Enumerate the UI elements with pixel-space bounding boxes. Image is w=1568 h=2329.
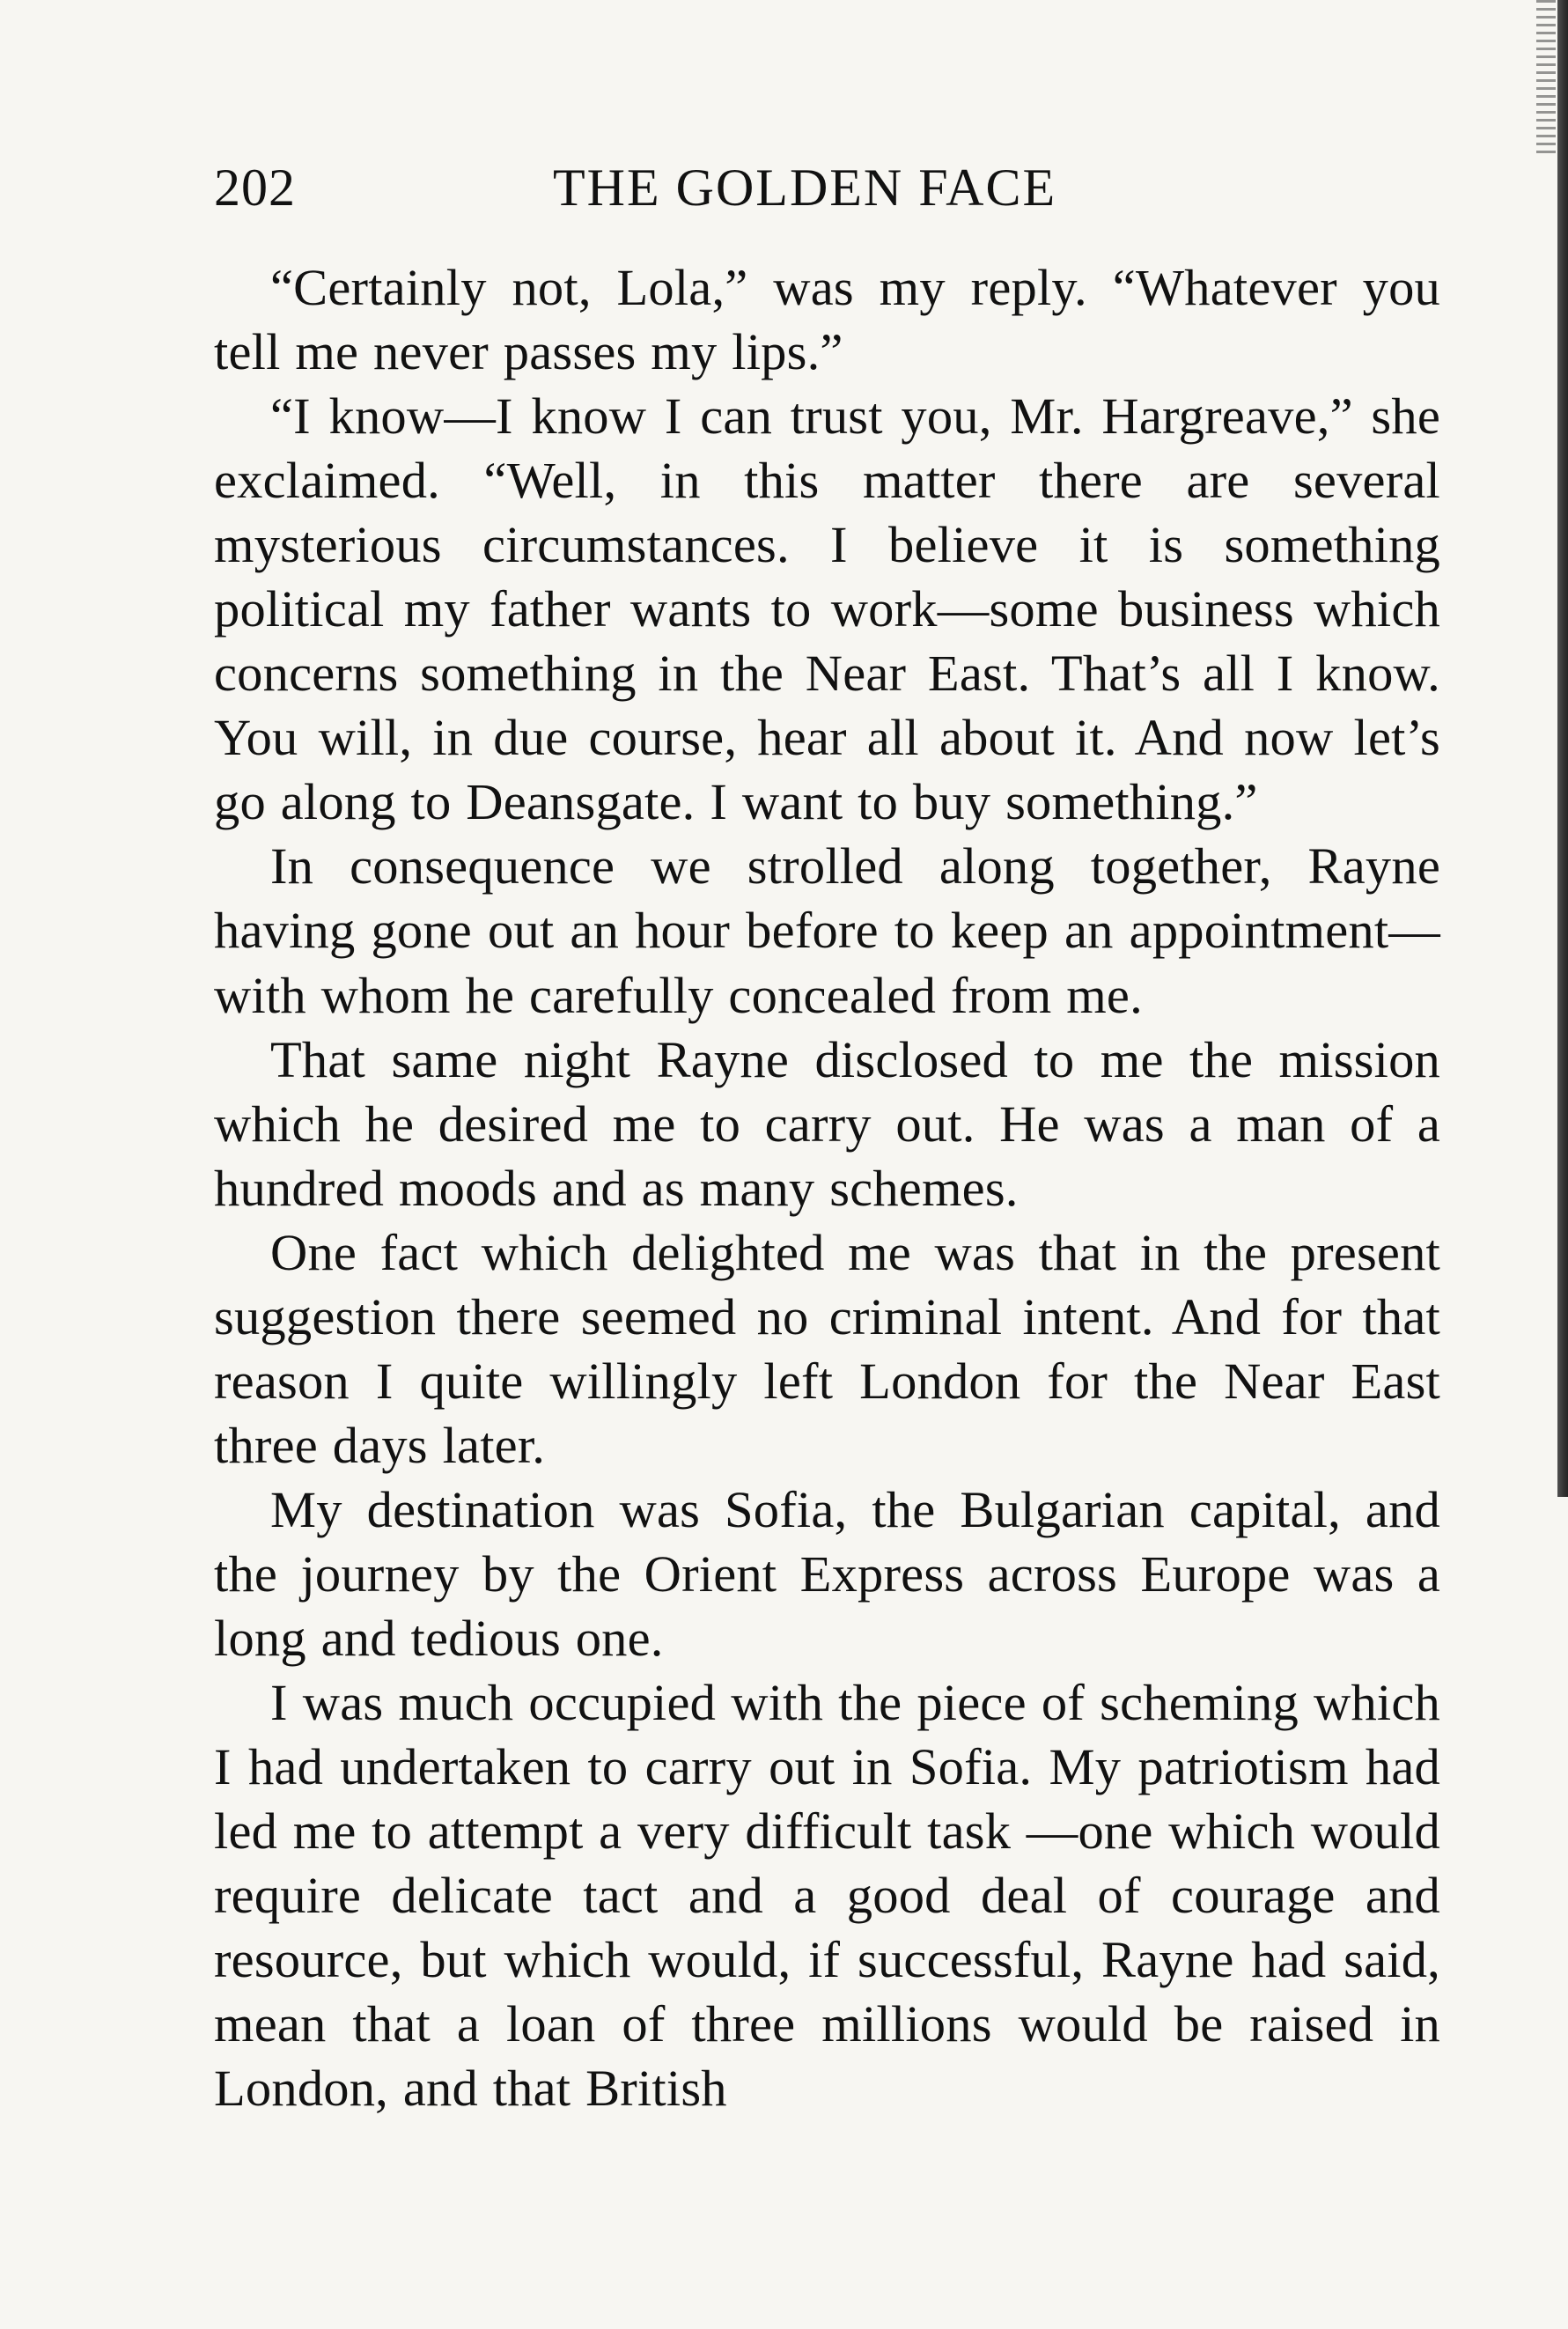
- body-text: [214, 255, 1440, 2120]
- scan-edge-shadow: [1557, 0, 1568, 1497]
- paragraph: “I know—I know I can trust you, Mr. Hargreave,” she exclaimed. “Well, in this matter there are several mysterious circumstances. I believe it is something political my father wants to work—some business which concerns something in the Near East. That’s all I know. You will, in due course, hear all about it. And now let’s go along to Deansgate. I want to buy something.”: [214, 387, 1440, 831]
- paragraph: One fact which delighted me was that in the present suggestion there seemed no criminal intent. And for that reason I quite willingly left London for the Near East three days later.: [214, 1223, 1440, 1474]
- paragraph: “Certainly not, Lola,” was my reply. “Whatever you tell me never passes my lips.”: [214, 259, 1440, 381]
- paragraph: My destination was Sofia, the Bulgarian capital, and the journey by the Orient Express across Europe was a long and tedious one.: [214, 1480, 1440, 1667]
- paragraph: In consequence we strolled along together, Rayne having gone out an hour before to keep an appointment—with whom he carefully concealed from me.: [214, 837, 1440, 1024]
- running-title: THE GOLDEN FACE: [553, 158, 1057, 217]
- page-number: 202: [214, 158, 296, 217]
- paragraph: That same night Rayne disclosed to me the mission which he desired me to carry out. He was a man of a hundred moods and as many schemes.: [214, 1030, 1440, 1217]
- scan-edge-artifact: [1536, 0, 1556, 158]
- paragraph: I was much occupied with the piece of scheming which I had undertaken to carry out in Sofia. My patriotism had led me to attempt a very difficult task —one which would require delicate tact and a good deal of courage and resource, but which would, if successful, Rayne had said, mean that a loan of three millions would be raised in London, and that British: [214, 1674, 1440, 2118]
- running-header: [214, 157, 1447, 218]
